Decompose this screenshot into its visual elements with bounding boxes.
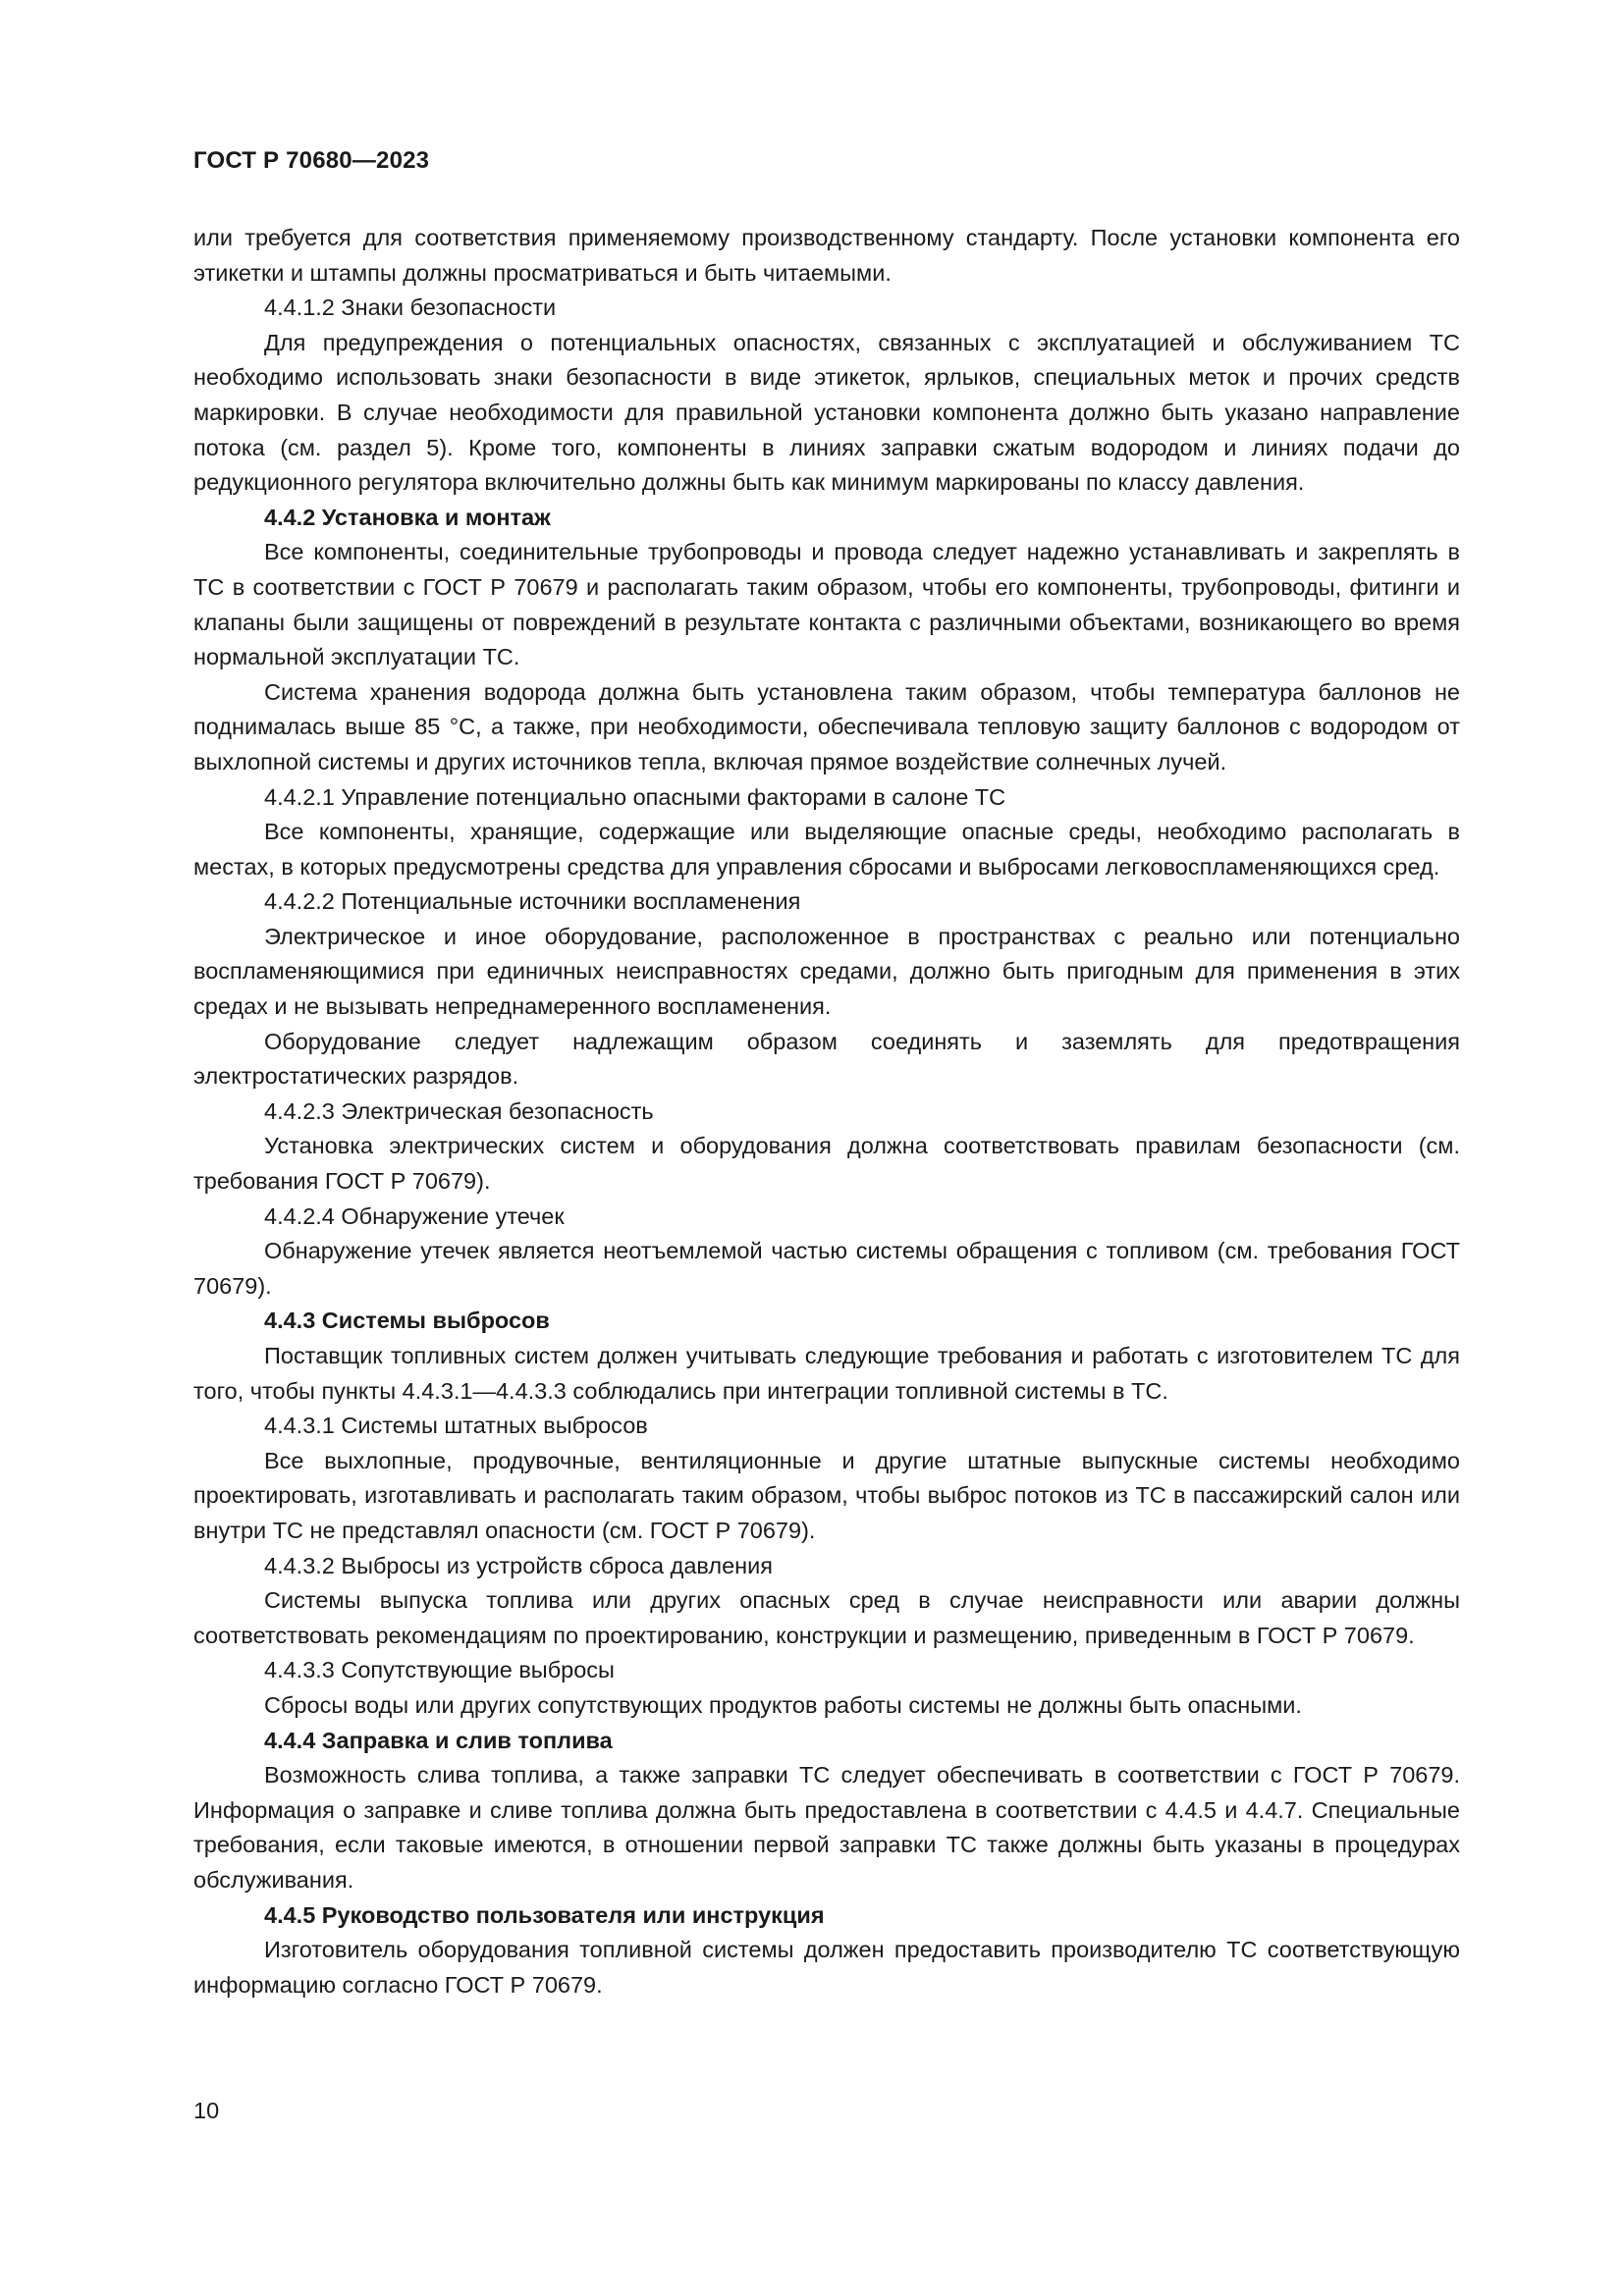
paragraph: Все компоненты, соединительные трубопроводы и провода следует надежно устанавливать и закреплять в ТС в соответствии с ГОСТ Р 70679 и располагать таким образом, чтобы его компоненты, трубопроводы, фитинги и клапаны были защищены от повреждений в результате контакта с различными объектами, возникающего во время нормальной эксплуатации ТС. — [193, 539, 1460, 670]
subsection-title: 4.4.2.3 Электрическая безопасность — [264, 1097, 654, 1124]
subsection-title: 4.4.2.4 Обнаружение утечек — [264, 1202, 565, 1229]
paragraph: Система хранения водорода должна быть установлена таким образом, чтобы температура баллонов не поднималась выше 85 °С, а также, при необходимости, обеспечивала тепловую защиту баллонов с водородом от выхлопной системы и других источников тепла, включая прямое воздействие солнечных лучей. — [193, 678, 1460, 774]
paragraph-continuation: или требуется для соответствия применяемому производственному стандарту. После установки компонента его этикетки и штампы должны просматриваться и быть читаемыми. — [193, 225, 1460, 286]
section-heading: 4.4.2 Установка и монтаж — [264, 504, 551, 530]
section-heading: 4.4.3 Системы выбросов — [264, 1308, 550, 1334]
subsection-title: 4.4.3.3 Сопутствующие выбросы — [264, 1657, 615, 1683]
page-number: 10 — [193, 2098, 220, 2123]
paragraph: Изготовитель оборудования топливной системы должен предоставить производителю ТС соответствующую информацию согласно ГОСТ Р 70679. — [193, 1937, 1460, 1998]
paragraph: Для предупреждения о потенциальных опасностях, связанных с эксплуатацией и обслуживанием ТС необходимо использовать знаки безопасности в виде этикеток, ярлыков, специальных меток и прочих средств маркировки. В случае необходимости для правильной установки компонента должно быть указано направление потока (см. раздел 5). Кроме того, компоненты в линиях заправки сжатым водородом и линиях подачи до редукционного регулятора включительно должны быть как минимум маркированы по классу давления. — [193, 329, 1460, 496]
section-heading: 4.4.4 Заправка и слив топлива — [264, 1727, 613, 1753]
document-body — [193, 221, 1460, 2002]
document-header: ГОСТ Р 70680—2023 — [193, 147, 430, 174]
subsection-title: 4.4.2.1 Управление потенциально опасными факторами в салоне ТС — [264, 783, 1006, 810]
section-heading: 4.4.5 Руководство пользователя или инструкция — [264, 1901, 825, 1928]
paragraph: Все выхлопные, продувочные, вентиляционные и другие штатные выпускные системы необходимо проектировать, изготавливать и располагать таким образом, чтобы выброс потоков из ТС в пассажирский салон или внутри ТС не представлял опасности (см. ГОСТ Р 70679). — [193, 1447, 1460, 1543]
paragraph: Все компоненты, хранящие, содержащие или выделяющие опасные среды, необходимо располагать в местах, в которых предусмотрены средства для управления сбросами и выбросами легковоспламеняющихся сред. — [193, 819, 1460, 880]
paragraph: Системы выпуска топлива или других опасных сред в случае неисправности или аварии должны соответствовать рекомендациям по проектированию, конструкции и размещению, приведенным в ГОСТ Р 70679. — [193, 1587, 1460, 1648]
paragraph: Сбросы воды или других сопутствующих продуктов работы системы не должны быть опасными. — [264, 1691, 1302, 1718]
subsection-title: 4.4.3.1 Системы штатных выбросов — [264, 1413, 648, 1439]
paragraph: Электрическое и иное оборудование, расположенное в пространствах с реально или потенциально воспламеняющимися при единичных неисправностях средами, должно быть пригодным для применения в этих средах и не вызывать непреднамеренного воспламенения. — [193, 923, 1460, 1020]
paragraph: Возможность слива топлива, а также заправки ТС следует обеспечивать в соответствии с ГОСТ Р 70679. Информация о заправке и сливе топлива должна быть предоставлена в соответствии с 4.4.5 и 4.4.7. Специальные требования, если таковые имеются, в отношении первой заправки ТС также должны быть указаны в процедурах обслуживания. — [193, 1762, 1460, 1893]
paragraph: Обнаружение утечек является неотъемлемой частью системы обращения с топливом (см. требования ГОСТ 70679). — [193, 1238, 1460, 1299]
paragraph: Оборудование следует надлежащим образом соединять и заземлять для предотвращения электростатических разрядов. — [193, 1028, 1460, 1090]
subsection-title: 4.4.1.2 Знаки безопасности — [264, 294, 557, 321]
paragraph: Установка электрических систем и оборудования должна соответствовать правилам безопасности (см. требования ГОСТ Р 70679). — [193, 1133, 1460, 1195]
subsection-title: 4.4.3.2 Выбросы из устройств сброса давления — [264, 1552, 773, 1578]
subsection-title: 4.4.2.2 Потенциальные источники воспламенения — [264, 888, 801, 915]
paragraph: Поставщик топливных систем должен учитывать следующие требования и работать с изготовителем ТС для того, чтобы пункты 4.4.3.1—4.4.3.3 соблюдались при интеграции топливной системы в ТС. — [193, 1343, 1460, 1404]
